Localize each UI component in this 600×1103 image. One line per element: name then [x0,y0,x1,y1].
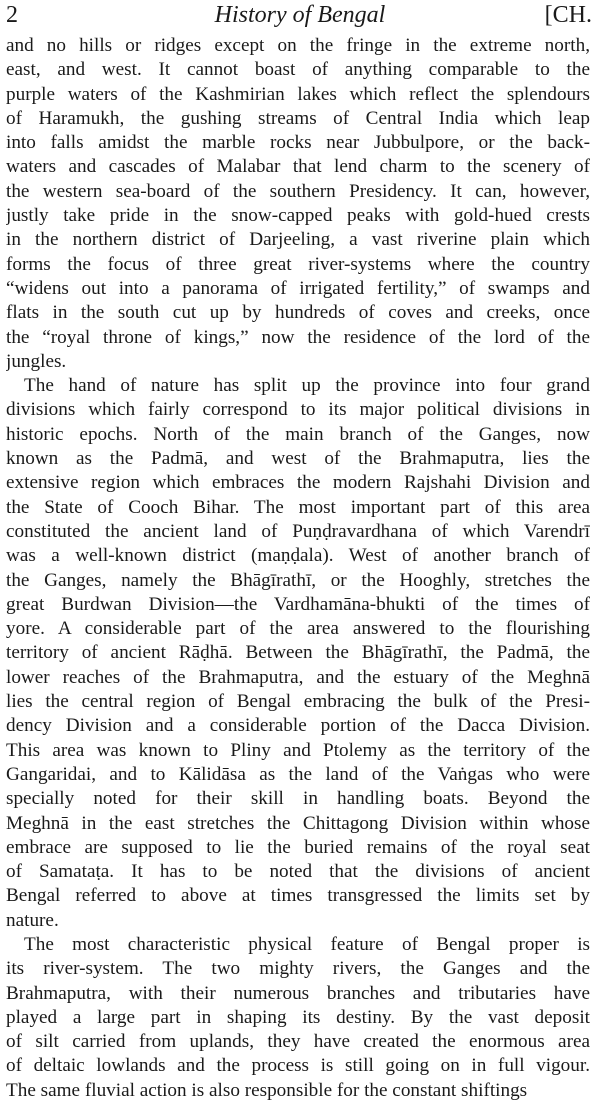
text-line: specially noted for their skill in handling boats. Beyond the [6,788,590,810]
text-line: divisions which fairly correspond to its major political divisions in [6,399,590,421]
text-line: of Haramukh, the gushing streams of Central India which leap [6,107,590,129]
text-line: lies the central region of Bengal embracing the bulk of the Presi- [6,691,590,713]
paragraph [6,34,590,374]
text-line: extensive region which embraces the modern Rajshahi Division and [6,472,590,494]
text-line: “widens out into a panorama of irrigated fertility,” of swamps and [6,277,590,299]
text-line: the Ganges, namely the Bhāgīrathī, or the Hooghly, stretches the [6,569,590,591]
text-line: purple waters of the Kashmirian lakes which reflect the splendours [6,83,590,105]
text-line: jungles. [6,350,67,372]
text-line: territory of ancient Rāḍhā. Between the Bhāgīrathī, the Padmā, the [6,642,590,664]
text-line: in the northern district of Darjeeling, a vast riverine plain which [6,229,590,251]
text-line: Gangaridai, and to Kālidāsa as the land of the Vaṅgas who were [6,763,590,785]
text-line: east, and west. It cannot boast of anything comparable to the [6,59,590,81]
text-line: waters and cascades of Malabar that lend charm to the scenery of [6,156,590,178]
text-line: Bengal referred to above at times transgressed the limits set by [6,885,590,907]
text-line: known as the Padmā, and west of the Brahmaputra, lies the [6,448,590,470]
body-text [0,34,600,1103]
text-line: The hand of nature has split up the province into four grand [24,375,590,397]
text-line: was a well-known district (maṇḍala). West of another branch of [6,545,590,567]
text-line: the western sea-board of the southern Presidency. It can, however, [6,180,590,202]
paragraph [6,374,590,933]
text-line: the State of Cooch Bihar. The most important part of this area [6,496,590,518]
text-line: The most characteristic physical feature of Bengal proper is [24,933,590,955]
text-line: historic epochs. North of the main branch of the Ganges, now [6,423,590,445]
text-line: of deltaic lowlands and the process is still going on in full vigour. [6,1055,590,1077]
text-line: the “royal throne of kings,” now the residence of the lord of the [6,326,590,348]
text-line: into falls amidst the marble rocks near Jubbulpore, or the back- [6,132,590,154]
text-line: embrace are supposed to lie the buried remains of the royal seat [6,836,590,858]
text-line: The same fluvial action is also responsible for the constant shiftings [6,1079,528,1101]
text-line: constituted the ancient land of Puṇḍravardhana of which Varendrī [6,520,590,542]
text-line: dency Division and a considerable portion of the Dacca Division. [6,715,590,737]
running-header [0,0,600,34]
text-line: played a large part in shaping its destiny. By the vast deposit [6,1006,590,1028]
text-line: of silt carried from uplands, they have created the enormous area [6,1031,590,1053]
text-line: flats in the south cut up by hundreds of coves and creeks, once [6,302,590,324]
chapter-marker: [CH. [544,2,592,28]
text-line: nature. [6,909,59,931]
text-line: justly take pride in the snow-capped peaks with gold-hued crests [6,205,590,227]
text-line: of Samataṭa. It has to be noted that the divisions of ancient [6,861,590,883]
text-line: Brahmaputra, with their numerous branches and tributaries have [6,982,590,1004]
text-line: great Burdwan Division—the Vardhamāna-bhukti of the times of [6,593,590,615]
text-line: Meghnā in the east stretches the Chittagong Division within whose [6,812,590,834]
text-line: This area was known to Pliny and Ptolemy as the territory of the [6,739,590,761]
text-line: yore. A considerable part of the area answered to the flourishing [6,618,590,640]
text-line: its river-system. The two mighty rivers, the Ganges and the [6,958,590,980]
running-title: History of Bengal [214,2,386,28]
text-line: forms the focus of three great river-systems where the country [6,253,590,275]
text-line: and no hills or ridges except on the fringe in the extreme north, [6,35,590,56]
text-line: lower reaches of the Brahmaputra, and the estuary of the Meghnā [6,666,590,688]
page-number: 2 [6,2,18,28]
paragraph [6,933,590,1103]
